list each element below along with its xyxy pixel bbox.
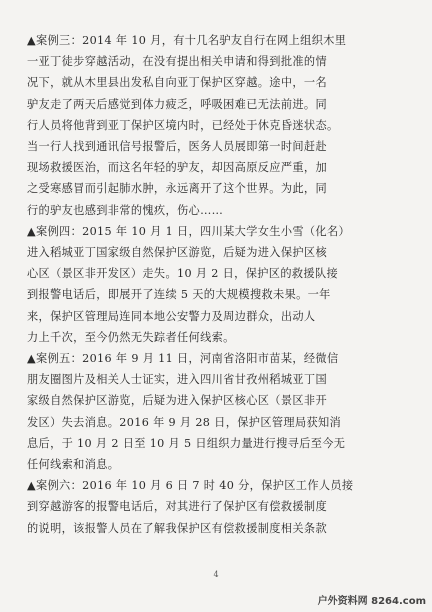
text-line: ▲案例六：2016 年 10 月 6 日 7 时 40 分，保护区工作人员接 — [27, 479, 354, 493]
text-line: 行人员将他背到亚丁保护区境内时，已经处于休克昏迷状态。 — [27, 118, 339, 132]
text-line: 况下，就从木里县出发私自向亚丁保护区穿越。途中，一名 — [27, 76, 327, 90]
text-line: 发区）失去消息。2016 年 9 月 28 日，保护区管理局获知消 — [27, 415, 342, 429]
text-line: 心区（景区非开发区）走失。10 月 2 日，保护区的救援队接 — [27, 267, 339, 281]
text-line: 力上千次，至今仍然无失踪者任何线索。 — [27, 330, 235, 344]
text-line: 到穿越游客的报警电话后，对其进行了保护区有偿救援制度 — [27, 500, 327, 514]
text-line: 朋友圈图片及相关人士证实，进入四川省甘孜州稻城亚丁国 — [27, 373, 327, 387]
text-line: ▲案例三：2014 年 10 月，有十几名驴友自行在网上组织木里 — [27, 34, 347, 47]
text-line: 到报警电话后，即展开了连续 5 天的大规模搜救未果。一年 — [27, 288, 331, 302]
text-line: 来，保护区管理局连同本地公安警力及周边群众，出动人 — [27, 309, 316, 323]
text-line: 现场救援医治，而这名年轻的驴友，却因高原反应严重，加 — [27, 161, 327, 175]
text-line: ▲案例四：2015 年 10 月 1 日，四川某大学女生小雪（化名） — [27, 224, 351, 238]
text-line: 息后，于 10 月 2 日至 10 月 5 日组织力量进行搜寻后至今无 — [27, 436, 346, 450]
page-number: 4 — [213, 570, 219, 579]
text-line: 进入稻城亚丁国家级自然保护区游览，后疑为进入保护区核 — [27, 246, 327, 259]
text-line: 的说明，该报警人员在了解我保护区有偿救援制度相关条款 — [27, 521, 327, 535]
text-line: 任何线索和消息。 — [27, 458, 120, 471]
watermark: 户外资料网 8264.com — [318, 592, 426, 607]
text-line: ▲案例五：2016 年 9 月 11 日，河南省洛阳市苗某，经微信 — [27, 352, 339, 365]
text-line: 之受寒感冒而引起肺水肿，永远离开了这个世界。为此，同 — [27, 182, 327, 196]
text-line: 驴友走了两天后感觉到体力疲乏，呼吸困难已无法前进。同 — [27, 97, 327, 111]
text-line: 家级自然保护区游览，后疑为进入保护区核心区（景区非开 — [27, 394, 327, 408]
text-line: 一亚丁徒步穿越活动，在没有提出相关申请和得到批准的情 — [27, 55, 327, 69]
text-line: 行的驴友也感到非常的愧疚，伤心…… — [27, 203, 224, 217]
text-line: 当一行人找到通讯信号报警后，医务人员展即第一时间赶赴 — [27, 140, 327, 153]
